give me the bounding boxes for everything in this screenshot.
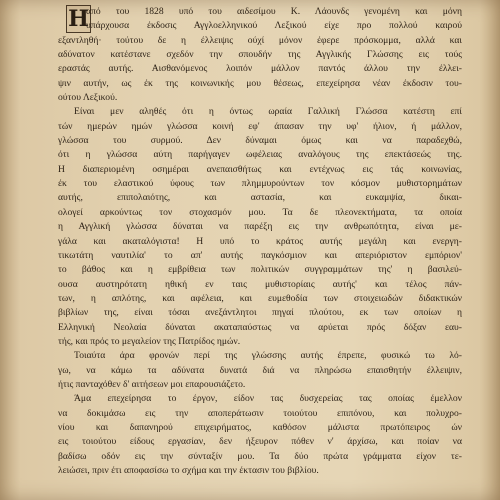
text-line: ήτις πανταχόθεν δ' αιτήσεων μοι επαρουσιάζετο. <box>58 378 246 390</box>
text-line: Ελληνική Νεολαία δύναται ακαταπαύστως να αρύεται πρός δόξαν εαυ- <box>58 321 462 333</box>
text-line: το βάθος και η εμβρίθεια των πολιτικών συγγραμμάτων της' η βασιλεύ- <box>58 264 462 276</box>
text-line: ότι η γλώσσα αύτη παρήγαγεν ωφέλειας αναλόγους της επεκτάσεώς της. <box>58 149 462 161</box>
text-line: βαδίσω οδόν εις την σύνταξίν μου. Τα δύο πρώτα γράμματα είχον τε- <box>58 450 462 462</box>
text-line: τικωτάτη ναυτιλία' το απ' αυτής παγκόσμιον και απεριόριστον εμπόριον' <box>58 249 462 261</box>
text-line: τών ημερών ημών γλώσσα κοινή εφ' άπασαν την υφ' ήλιον, ή μάλλον, <box>58 120 462 132</box>
text-line: λειώσει, πριν έτι αποφασίσω το σχήμα και την έκτασιν του βιβλίου. <box>58 465 319 476</box>
text-line: η Αγγλική γλώσσα δύναται να παρέξη εις την ανθρωπότητα, είναι με- <box>58 221 462 233</box>
text-line: γλώσσα του συρμού. Δεν δύναμαι όμως και να παραδεχθώ, <box>58 135 462 147</box>
text-line: ούτου Λεξικού. <box>58 92 118 104</box>
text-line: ουσα αυστηρότατη ηθική εν ταις μυθιστορίαις αυτής' και τέλος πάν- <box>58 278 462 290</box>
text-line: Τοιαύτα άρα φρονών περί της γλώσσης αυτής έπρεπε, φυσικώ τω λό- <box>74 350 462 362</box>
text-line: ολογεί αρκούντως τον στοχασμόν μου. Τα δε πλεονεκτήματα, τα οποία <box>58 206 462 218</box>
text-line: ψιν αυτήν, ως έκ της κοινωνικής μου θέσεως, επεχείρησα νέαν έκδοσιν του- <box>58 77 462 89</box>
text-line: βιβλίων της, είναι τόσαι ανεξάντλητοι πηγαί πλούτου, εκ των οποίων η <box>58 307 462 319</box>
text-line: εις τοιούτου είδους εργασίαν, δεν ήξευρον πόθεν ν' άρχίσω, και ποίαν να <box>58 436 462 448</box>
text-line: αδύνατον κατέστανε σχεδόν την σπουδήν της Αγγλικής Γλώσσης εις τούς <box>58 49 462 61</box>
text-line: έκ του ελαστικού ύφους των πλημμυρούντων τον κόσμον μυθιστορημάτων <box>58 178 462 190</box>
text-line: αυτής, επιπολαιότης, και αστασία, και ευκαμψία, δικαι- <box>58 192 462 204</box>
text-line: να δοκιμάσω εις την αποπεράτωσιν τοιούτου επιπόνου, και πολυχρο- <box>58 407 462 419</box>
text-line: Άμα επεχείρησα το έργον, είδον τας δυσχερείας τας οποίας έμελλον <box>74 393 462 405</box>
text-line: Είναι μεν αληθές ότι η όντως ωραία Γαλλική Γλώσσα κατέστη επί <box>74 106 462 118</box>
text-line: γω, να κάμω τα αδύνατα δυνατά διά να πληρώσω επαισθητήν έλλειψιν, <box>58 364 462 376</box>
text-line: Η διαπεριομένη οσημέραι ανεπαισθήτως και εντέχνως εις τάς κοινωνίας, <box>58 163 462 175</box>
text-line: εξαντληθή· τούτου δε η έλλειψις ούχί μόνον έφερε πρόσκομμα, αλλά και <box>58 34 462 46</box>
text-line: γάλα και ακαταλόγιστα! Η υπό το κράτος αυτής μεγάλη και ενεργη- <box>58 235 462 247</box>
text-line: από του 1828 υπό του αιδεσίμου Κ. Λάουνδς γενομένη και μόνη <box>86 6 462 17</box>
text-line: υπάρχουσα έκδοσις Αγγλοελληνικού Λεξικού είχε προ πολλού καιρού <box>86 20 462 32</box>
body-text <box>58 5 462 478</box>
text-line: νίου και δαπανηρού επιχειρήματος, καθόσον μάλιστα πρωτόπειρος ών <box>58 421 462 433</box>
text-line: των, η απλότης, και αφέλεια, και ευμεθοδία των στοιχειωδών διδακτικών <box>58 292 462 304</box>
drop-cap-initial: Η <box>66 5 91 33</box>
text-line: τής, και πρός το μεγαλείον της Πατρίδος ημών. <box>58 335 241 347</box>
text-line: εραστάς αυτής. Αισθανόμενος λοιπόν μάλλον παντός άλλου την έλλει- <box>58 63 462 75</box>
